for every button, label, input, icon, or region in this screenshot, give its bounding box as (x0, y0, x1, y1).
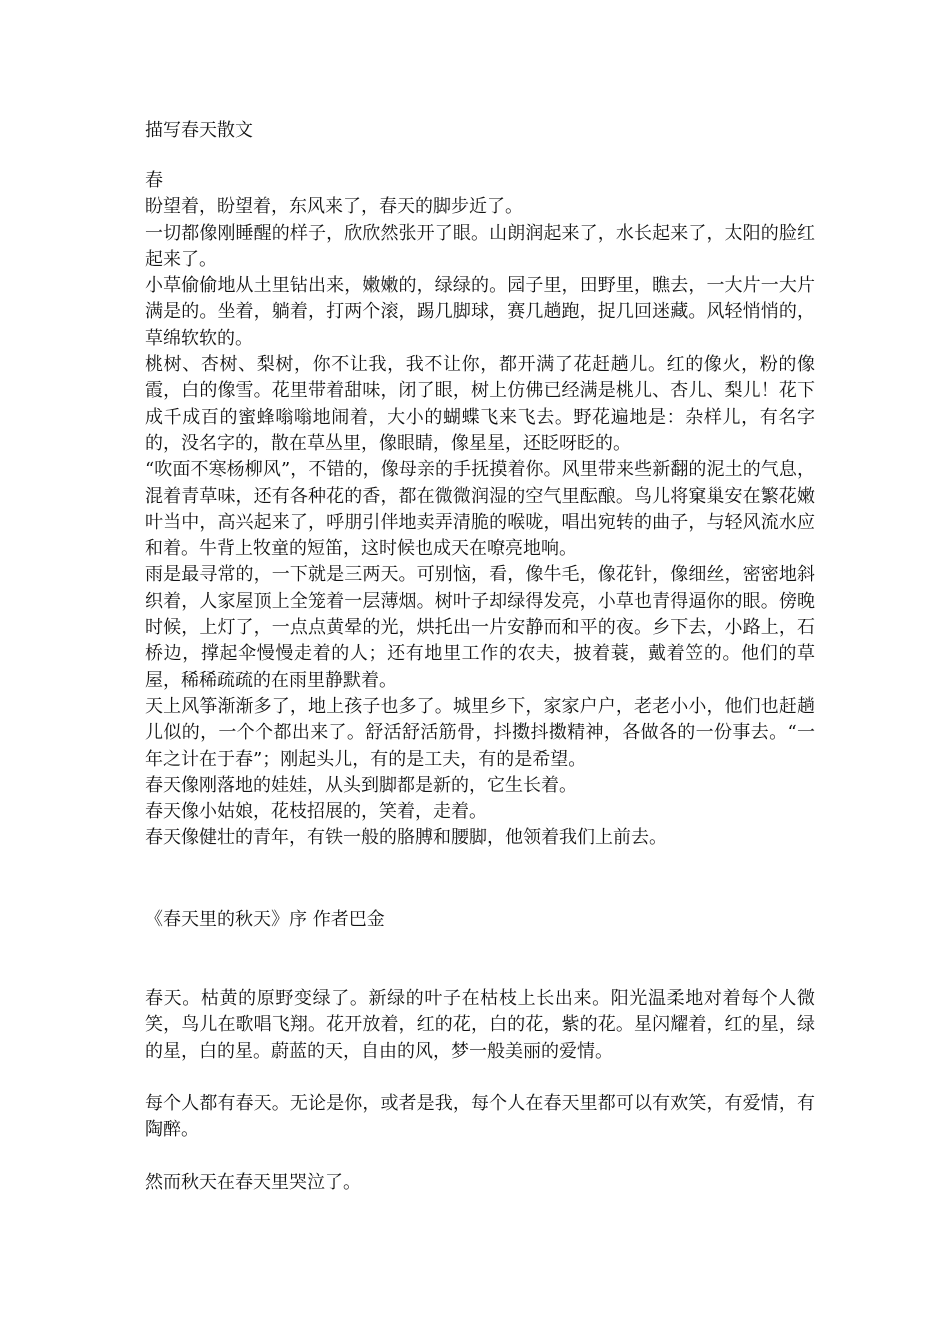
document-title: 描写春天散文 (145, 120, 253, 141)
paragraph: 春天像小姑娘，花枝招展的，笑着，走着。 (145, 801, 487, 823)
paragraph: 每个人都有春天。无论是你，或者是我，每个人在春天里都可以有欢笑，有爱情，有陶醉。 (145, 1093, 815, 1141)
paragraph: 然而秋天在春天里哭泣了。 (145, 1172, 361, 1194)
paragraph: 小草偷偷地从土里钻出来，嫩嫩的，绿绿的。园子里，田野里，瞧去，一大片一大片满是的。坐着，躺着，打两个滚，踢几脚球，赛几趟跑，捉几回迷藏。风轻悄悄的，草绵软软的。 (145, 275, 815, 349)
paragraph: 春天像健壮的青年，有铁一般的胳膊和腰脚，他领着我们上前去。 (145, 827, 667, 849)
paragraph: 春天像刚落地的娃娃，从头到脚都是新的，它生长着。 (145, 774, 577, 796)
essay-preface (145, 986, 815, 1223)
paragraph: 一切都像刚睡醒的样子，欣欣然张开了眼。山朗润起来了，水长起来了，太阳的脸红起来了。 (145, 222, 815, 270)
paragraph: “吹面不寒杨柳风”，不错的，像母亲的手抚摸着你。风里带来些新翻的泥土的气息，混着青草味，还有各种花的香，都在微微润湿的空气里酝酿。鸟儿将窠巢安在繁花嫩叶当中，高兴起来了，呼朋引伴地卖弄清脆的喉咙，唱出宛转的曲子，与轻风流水应和着。牛背上牧童的短笛，这时候也成天在嘹亮地响。 (145, 459, 815, 560)
essay-spring-heading: 春 (145, 170, 163, 191)
paragraph: 春天。枯黄的原野变绿了。新绿的叶子在枯枝上长出来。阳光温柔地对着每个人微笑，鸟儿在歌唱飞翔。花开放着，红的花，白的花，紫的花。星闪耀着，红的星，绿的星，白的星。蔚蓝的天，自由的风，梦一般美丽的爱情。 (145, 988, 815, 1062)
paragraph: 桃树、杏树、梨树，你不让我，我不让你，都开满了花赶趟儿。红的像火，粉的像霞，白的像雪。花里带着甜味，闭了眼，树上仿佛已经满是桃儿、杏儿、梨儿！花下成千成百的蜜蜂嗡嗡地闹着，大小的蝴蝶飞来飞去。野花遍地是：杂样儿，有名字的，没名字的，散在草丛里，像眼睛，像星星，还眨呀眨的。 (145, 354, 815, 454)
paragraph: 雨是最寻常的，一下就是三两天。可别恼，看，像牛毛，像花针，像细丝，密密地斜织着，人家屋顶上全笼着一层薄烟。树叶子却绿得发亮，小草也青得逼你的眼。傍晚时候，上灯了，一点点黄晕的光，烘托出一片安静而和平的夜。乡下去，小路上，石桥边，撑起伞慢慢走着的人；还有地里工作的农夫，披着蓑，戴着笠的。他们的草屋，稀稀疏疏的在雨里静默着。 (145, 564, 815, 691)
paragraph: 天上风筝渐渐多了，地上孩子也多了。城里乡下，家家户户，老老小小，他们也赶趟儿似的，一个个都出来了。舒活舒活筋骨，抖擞抖擞精神，各做各的一份事去。“一年之计在于春”；刚起头儿，有的是工夫，有的是希望。 (145, 695, 815, 770)
essay-preface-heading: 《春天里的秋天》序 作者巴金 (145, 909, 385, 930)
paragraph: 盼望着，盼望着，东风来了，春天的脚步近了。 (145, 196, 523, 218)
essay-spring (145, 168, 815, 852)
